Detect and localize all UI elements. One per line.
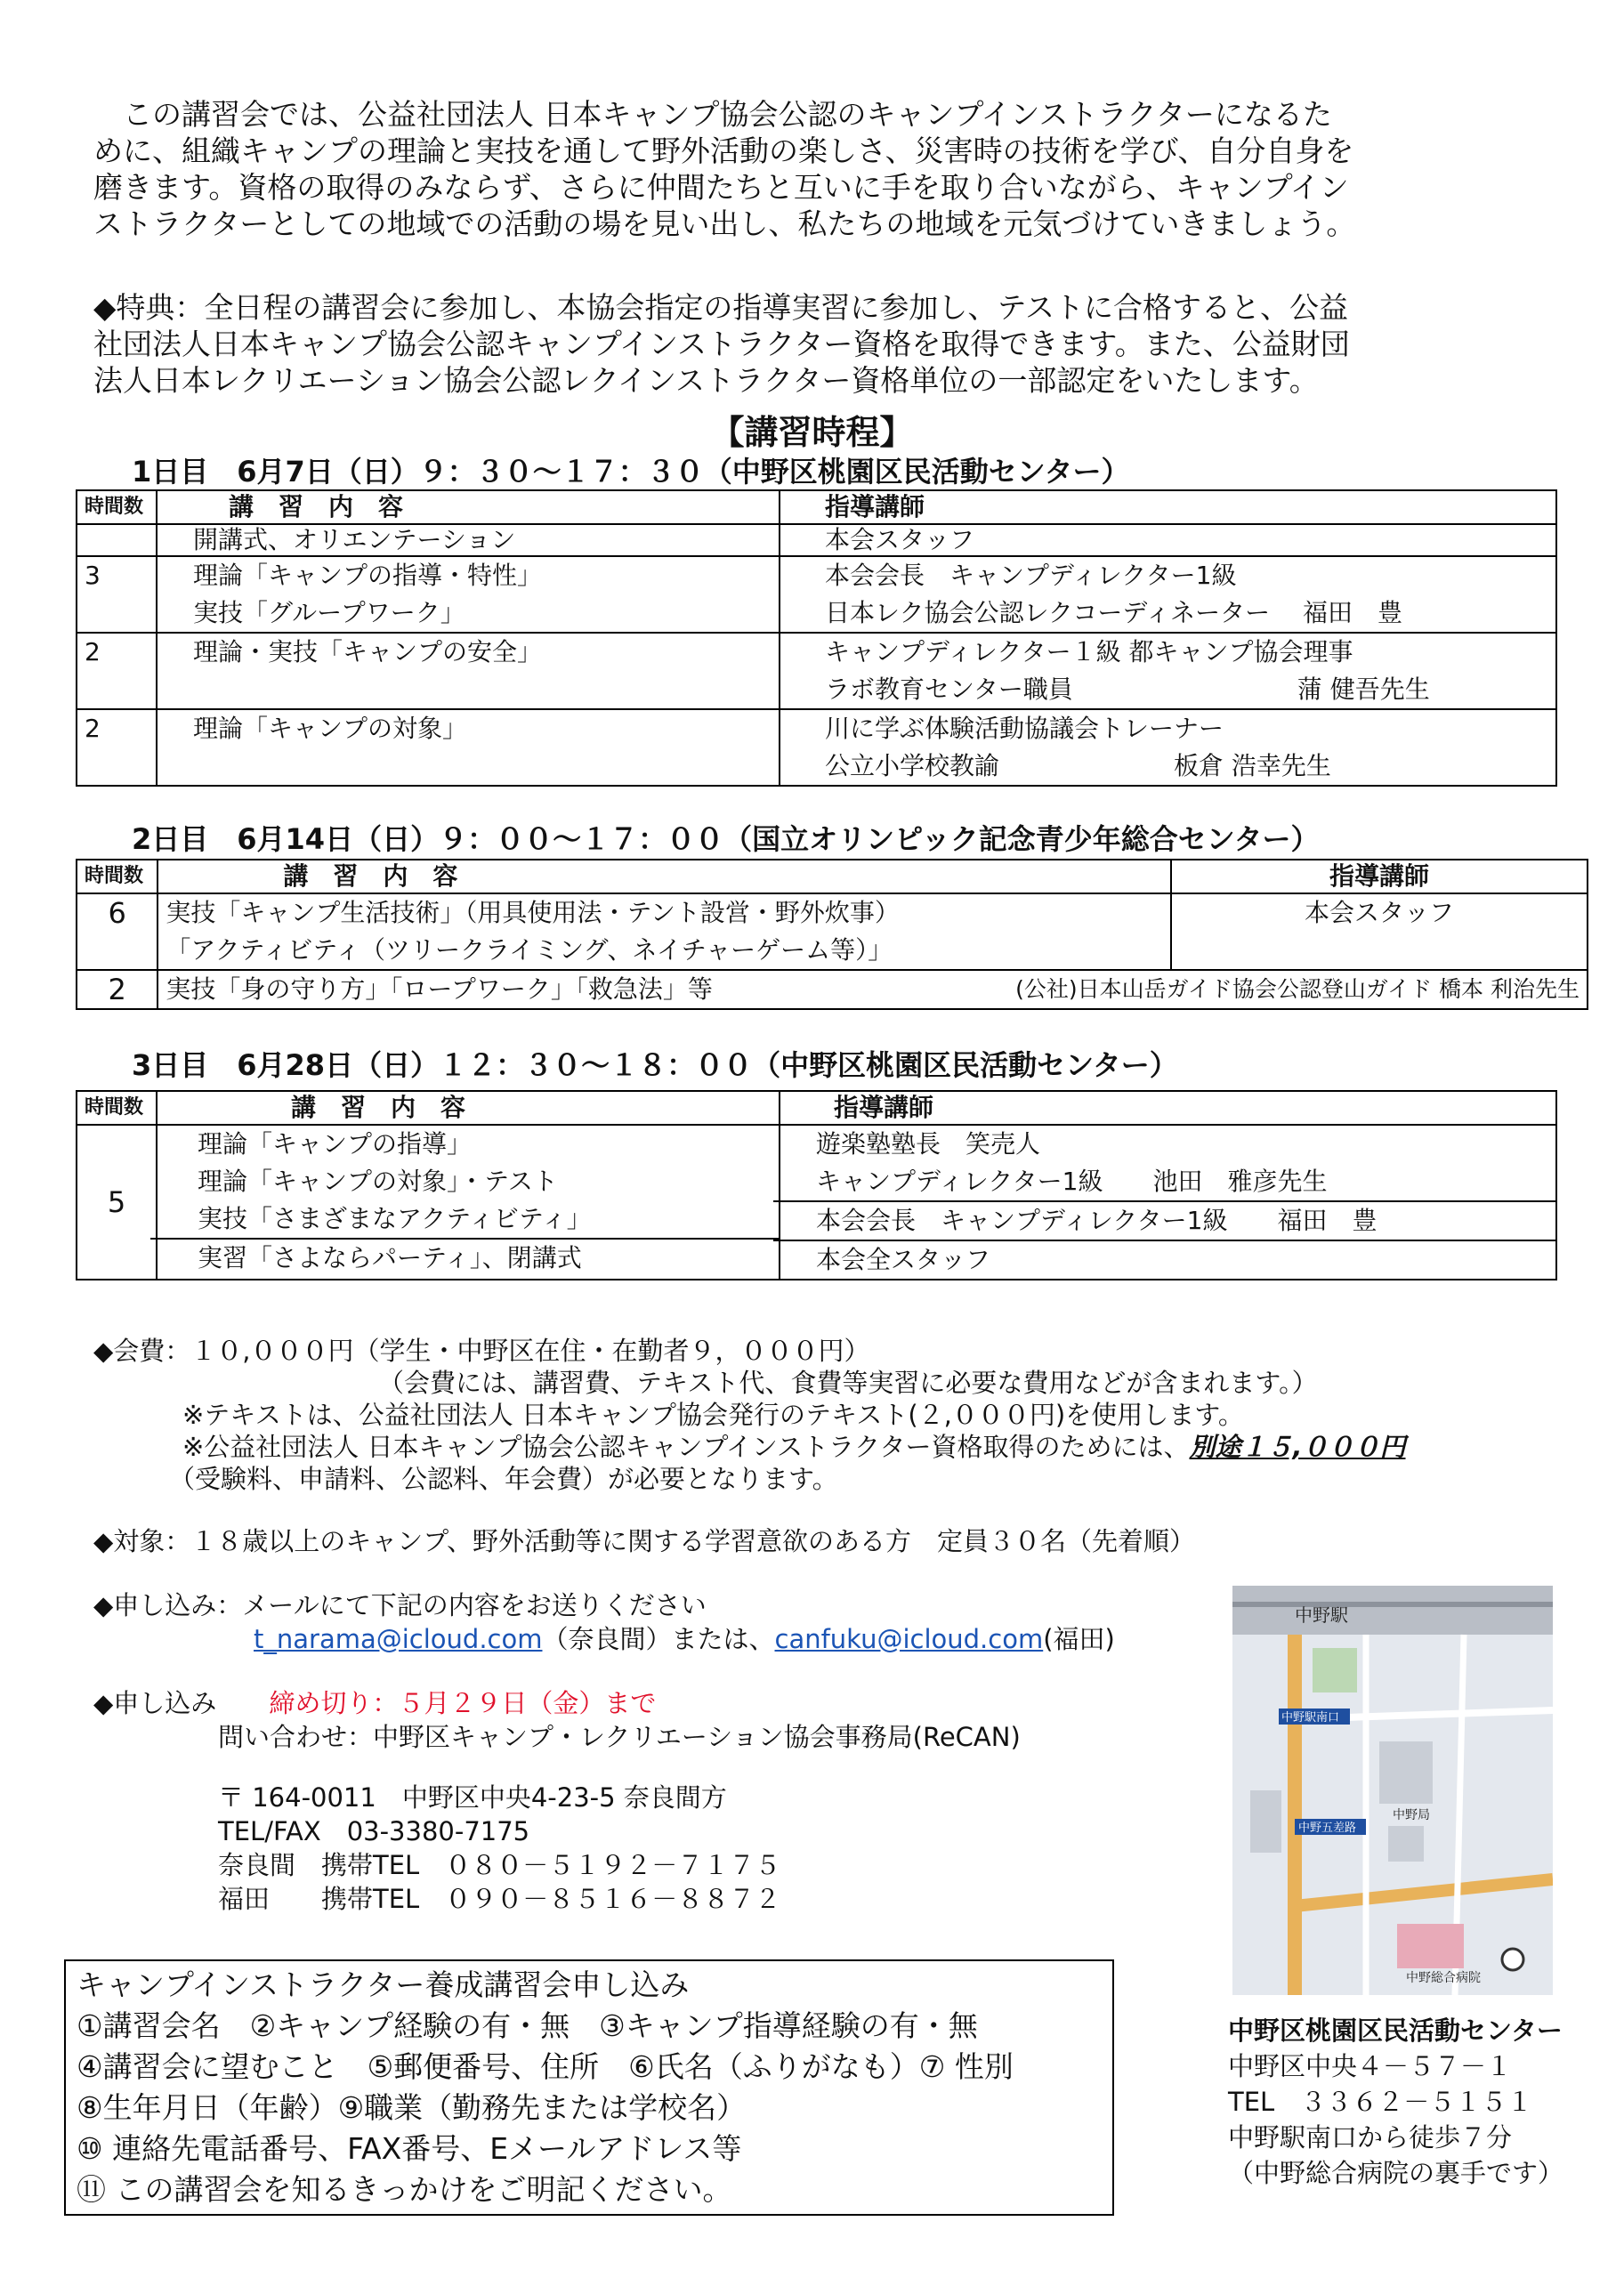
email-link-fukuda[interactable]: canfuku@icloud.com [774, 1624, 1044, 1654]
intro-paragraph: この講習会では、公益社団法人 日本キャンプ協会公認のキャンプインストラクターになるた めに、組織キャンプの理論と実技を通して野外活動の楽しさ、災害時の技術を学び、自分自身を 磨きます。資格の取得のみならず、さらに仲間たちと互いに手を取り合いながら、キャンプイン ストラクターとしての地域での活動の場を見い出し、私たちの地域を元気づけていきましょう。 [93, 97, 1356, 241]
extra-fee: 別途１５,０００円 [1189, 1432, 1406, 1462]
application-form-box: キャンプインストラクター養成講習会申し込み ①講習会名 ②キャンプ経験の有・無 ③キャンプ指導経験の有・無 ④講習会に望むこと ⑤郵便番号、住所 ⑥氏名（ふりがなも）⑦ 性別 ⑧生年月日（年齢）⑨職業（勤務先または学校名） ⑩ 連絡先電話番号、FAX番号、Eメールアドレス等 ⑪ この講習会を知るきっかけをご明記ください。 [64, 1959, 1114, 2216]
apply-section: ◆申し込み：メールにて下記の内容をお送りください t_narama@icloud.com（奈良間）または、canfuku@icloud.com(福田) [93, 1590, 1115, 1654]
map-hospital-label: 中野総合病院 [1406, 1971, 1481, 1985]
venue-address: 中野区中央４－５７－１ [1228, 2051, 1513, 2081]
schedule-heading: 【講習時程】 [710, 413, 914, 452]
map-graphic [1232, 1586, 1553, 1995]
table-row: 2 理論・実技「キャンプの安全」 キャンプディレクター１級 都キャンプ協会理事 ラボ教育センター職員 蒲 健吾先生 [77, 633, 1556, 709]
day3-title: 3日目 6月28日（日）１２：３０～１８：００（中野区桃園区民活動センター） [132, 1048, 1178, 1082]
table-header [77, 490, 1556, 524]
perk-paragraph: ◆特典：全日程の講習会に参加し、本協会指定の指導実習に参加し、テストに合格すると、公益 社団法人日本キャンプ協会公認キャンプインストラクター資格を取得できます。また、公益財団 法人日本レクリエーション協会公認レクインストラクター資格単位の一部認定をいたします。 [93, 290, 1350, 398]
day3-table [76, 1090, 1557, 1280]
contact-section: ◆申し込み 締め切り：５月２９日（金）まで 問い合わせ：中野区キャンプ・レクリエーション協会事務局(ReCAN) 〒 164-0011 中野区中央4-23-5 奈良間方 TEL/FAX 03-3380-7175 奈良間 携帯TEL ０８０－５１９２－７１７５ 福田 携帯TEL ０９０－８５１６－８８７２ [93, 1688, 1021, 1914]
venue-info [1228, 2013, 1563, 2191]
map-junction-label: 中野五差路 [1298, 1822, 1357, 1835]
instructor-header: 指導講師 [780, 490, 1556, 524]
deadline: 締め切り：５月２９日（金）まで [269, 1688, 657, 1718]
day2-title: 2日目 6月14日（日）９：００～１７：００（国立オリンピック記念青少年総合センター） [132, 822, 1320, 856]
map-station-label: 中野駅 [1295, 1604, 1348, 1626]
email-link-narama[interactable]: t_narama@icloud.com [254, 1624, 543, 1654]
venue-map [1232, 1586, 1553, 1995]
map-south-exit-label: 中野駅南口 [1281, 1711, 1340, 1725]
table-header: 時間数 講 習 内 容 指導講師 [77, 1091, 1556, 1125]
day1-table [76, 489, 1557, 787]
hours-header: 時間数 [77, 490, 157, 524]
content-header: 講 習 内 容 [157, 490, 780, 524]
map-post-label: 中野局 [1393, 1808, 1430, 1822]
table-header: 時間数 講 習 内 容 指導講師 [77, 860, 1588, 893]
table-row: 2 理論「キャンプの対象」 川に学ぶ体験活動協議会トレーナー 公立小学校教諭 板倉 浩幸先生 [77, 709, 1556, 786]
table-row: 開講式、オリエンテーション 本会スタッフ [77, 524, 1556, 556]
day2-table [76, 859, 1588, 1010]
fees-section: ◆会費：１０,０００円（学生・中野区在住・在勤者９，０００円） （会費には、講習費、テキスト代、食費等実習に必要な費用などが含まれます。） ※テキストは、公益社団法人 日本キャンプ協会発行のテキスト(２,０００円)を使用します。 ※公益社団法人 日本キャンプ協会公認キャンプインストラクター資格取得のためには、別途１５,０００円 （受験料、申請料、公認料、年会費）が必要となります。 [93, 1336, 1406, 1494]
table-row: 2 実技「身の守り方」「ロープワーク」「救急法」等 (公社)日本山岳ガイド協会公認登山ガイド 橋本 利治先生 [77, 970, 1588, 1009]
day1-title: 1日目 6月7日（日）９：３０～１７：３０（中野区桃園区民活動センター） [132, 455, 1130, 489]
table-row: 6 実技「キャンプ生活技術」（用具使用法・テント設営・野外炊事） 「アクティビティ（ツリークライミング、ネイチャーゲーム等）」 本会スタッフ [77, 893, 1588, 970]
venue-note: （中野総合病院の裏手です） [1228, 2158, 1564, 2188]
venue-name: 中野区桃園区民活動センター [1228, 2015, 1563, 2046]
venue-tel: TEL ３３６２－５１５１ [1228, 2087, 1533, 2117]
table-row: 3 理論「キャンプの指導・特性」 実技「グループワーク」 本会会長 キャンプディレクター1級 日本レク協会公認レクコーディネーター 福田 豊 [77, 556, 1556, 633]
target-line: ◆対象：１８歳以上のキャンプ、野外活動等に関する学習意欲のある方 定員３０名（先着順） [93, 1526, 1195, 1556]
venue-walk: 中野駅南口から徒歩７分 [1228, 2122, 1513, 2153]
table-row: 5 理論「キャンプの指導」 理論「キャンプの対象」・テスト 実技「さまざまなアクティビティ」 実習「さよならパーティ」、閉講式 遊楽塾塾長 笑売人 キャンプディレクター1級 池田 雅彦先生 本会会長 キャンプディレクター1級 福田 豊 本会全スタッフ [77, 1125, 1556, 1280]
